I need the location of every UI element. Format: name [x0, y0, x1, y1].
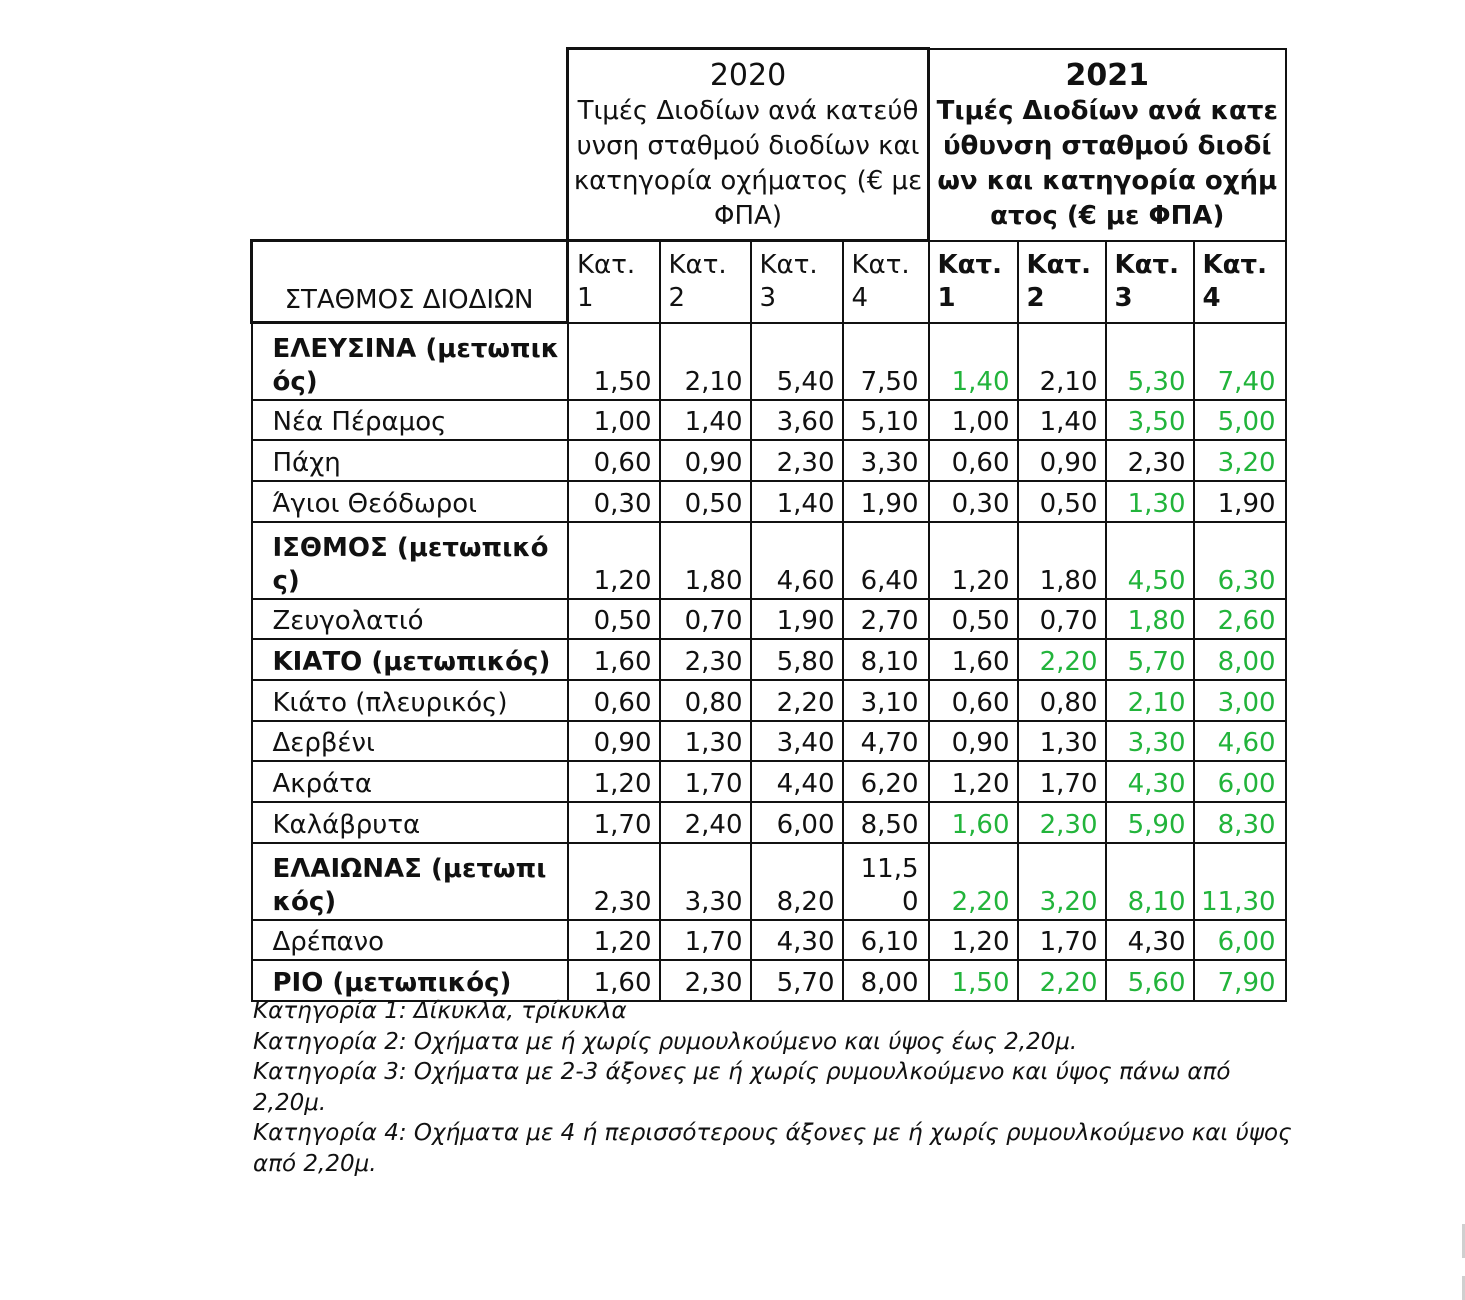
note-category-3: Κατηγορία 3: Οχήματα με 2-3 άξονες με ή χωρίς ρυμουλκούμενο και ύψος πάνω από 2,20μ.	[253, 1059, 1231, 1116]
price-2021-cat-3: 5,60	[1106, 960, 1194, 1001]
price-2021-cat-3: 5,90	[1106, 802, 1194, 843]
price-2020-cat-4: 5,10	[843, 400, 929, 441]
price-2021-cat-1: 1,20	[929, 920, 1018, 961]
price-2020-cat-1: 1,50	[568, 323, 660, 400]
station-name: Νέα Πέραμος	[252, 400, 568, 441]
table-row	[252, 522, 1286, 599]
price-2020-cat-1: 1,70	[568, 802, 660, 843]
table-row	[252, 599, 1286, 640]
price-2021-cat-2: 2,20	[1018, 960, 1106, 1001]
price-2020-cat-3: 2,30	[751, 440, 843, 481]
price-2020-cat-2: 2,30	[660, 639, 751, 680]
price-2021-cat-2: 2,30	[1018, 802, 1106, 843]
station-name: Δερβένι	[252, 721, 568, 762]
year-header-row	[252, 49, 1286, 241]
price-2021-cat-4: 7,90	[1194, 960, 1286, 1001]
price-2020-cat-4: 1,90	[843, 481, 929, 522]
year-2020-description: Τιμές Διοδίων ανά κατεύθυνση σταθμού διοδίων και κατηγορία οχήματος (€ με ΦΠΑ)	[573, 95, 923, 231]
price-2020-cat-3: 3,40	[751, 721, 843, 762]
price-2020-cat-3: 8,20	[751, 843, 843, 920]
price-2020-cat-2: 1,40	[660, 400, 751, 441]
price-2020-cat-1: 1,60	[568, 639, 660, 680]
price-2020-cat-1: 0,90	[568, 721, 660, 762]
price-2021-cat-2: 1,70	[1018, 920, 1106, 961]
price-2021-cat-2: 3,20	[1018, 843, 1106, 920]
price-2020-cat-1: 0,60	[568, 440, 660, 481]
price-2021-cat-3: 1,80	[1106, 599, 1194, 640]
price-2021-cat-4: 8,30	[1194, 802, 1286, 843]
price-2021-cat-1: 2,20	[929, 843, 1018, 920]
price-2021-cat-2: 2,10	[1018, 323, 1106, 400]
price-2020-cat-4: 3,10	[843, 680, 929, 721]
price-2021-cat-2: 1,40	[1018, 400, 1106, 441]
price-2020-cat-3: 3,60	[751, 400, 843, 441]
price-2020-cat-2: 2,30	[660, 960, 751, 1001]
price-2021-cat-2: 0,90	[1018, 440, 1106, 481]
year-2021-description: Τιμές Διοδίων ανά κατεύθυνση σταθμού διοδίων και κατηγορία οχήματος (€ με ΦΠΑ)	[936, 95, 1278, 231]
table-row	[252, 920, 1286, 961]
note-category-1: Κατηγορία 1: Δίκυκλα, τρίκυκλα	[253, 998, 627, 1024]
toll-prices-table	[250, 47, 1287, 1002]
price-2021-cat-1: 0,50	[929, 599, 1018, 640]
price-2021-cat-3: 4,50	[1106, 522, 1194, 599]
category-header-2021-2: Κατ. 2	[1018, 241, 1106, 323]
price-2021-cat-4: 1,90	[1194, 481, 1286, 522]
price-2020-cat-2: 0,70	[660, 599, 751, 640]
category-notes	[253, 996, 1293, 1179]
price-2021-cat-3: 2,30	[1106, 440, 1194, 481]
price-2021-cat-1: 1,40	[929, 323, 1018, 400]
price-2020-cat-1: 1,00	[568, 400, 660, 441]
price-2020-cat-4: 11,50	[843, 843, 929, 920]
station-name: Κιάτο (πλευρικός)	[252, 680, 568, 721]
price-2020-cat-2: 1,30	[660, 721, 751, 762]
station-name: ΡΙΟ (μετωπικός)	[252, 960, 568, 1001]
price-2021-cat-4: 6,30	[1194, 522, 1286, 599]
table-row	[252, 323, 1286, 400]
price-2021-cat-2: 0,70	[1018, 599, 1106, 640]
price-2020-cat-3: 4,60	[751, 522, 843, 599]
price-2021-cat-4: 5,00	[1194, 400, 1286, 441]
price-2021-cat-3: 2,10	[1106, 680, 1194, 721]
price-2020-cat-3: 4,30	[751, 920, 843, 961]
price-2020-cat-4: 6,20	[843, 761, 929, 802]
price-2020-cat-3: 5,80	[751, 639, 843, 680]
year-2021-header	[929, 49, 1286, 241]
price-2020-cat-4: 8,00	[843, 960, 929, 1001]
price-2021-cat-4: 4,60	[1194, 721, 1286, 762]
price-2021-cat-4: 6,00	[1194, 761, 1286, 802]
station-name: Πάχη	[252, 440, 568, 481]
note-category-4: Κατηγορία 4: Οχήματα με 4 ή περισσότερους άξονες με ή χωρίς ρυμουλκούμενο και ύψος από 2,20μ.	[253, 1120, 1292, 1177]
price-2020-cat-2: 2,40	[660, 802, 751, 843]
price-2021-cat-3: 3,30	[1106, 721, 1194, 762]
category-header-2020-3: Κατ. 3	[751, 241, 843, 323]
price-2021-cat-4: 3,20	[1194, 440, 1286, 481]
category-header-2020-2: Κατ. 2	[660, 241, 751, 323]
price-2021-cat-2: 2,20	[1018, 639, 1106, 680]
price-2021-cat-4: 6,00	[1194, 920, 1286, 961]
category-header-2021-3: Κατ. 3	[1106, 241, 1194, 323]
price-2020-cat-4: 3,30	[843, 440, 929, 481]
price-2020-cat-4: 4,70	[843, 721, 929, 762]
price-2020-cat-2: 2,10	[660, 323, 751, 400]
price-2020-cat-2: 1,80	[660, 522, 751, 599]
price-2020-cat-1: 0,60	[568, 680, 660, 721]
table-row	[252, 400, 1286, 441]
category-header-2020-4: Κατ. 4	[843, 241, 929, 323]
price-2021-cat-2: 1,70	[1018, 761, 1106, 802]
price-2021-cat-1: 0,60	[929, 680, 1018, 721]
price-2021-cat-1: 0,60	[929, 440, 1018, 481]
station-name: ΙΣΘΜΟΣ (μετωπικός)	[252, 522, 568, 599]
price-2020-cat-4: 6,10	[843, 920, 929, 961]
station-name: Δρέπανο	[252, 920, 568, 961]
station-name: Καλάβρυτα	[252, 802, 568, 843]
price-2021-cat-1: 1,20	[929, 761, 1018, 802]
price-2021-cat-4: 8,00	[1194, 639, 1286, 680]
table-row	[252, 639, 1286, 680]
category-header-row	[252, 241, 1286, 323]
year-2021-label: 2021	[1065, 57, 1150, 93]
price-2020-cat-2: 3,30	[660, 843, 751, 920]
station-name: Ζευγολατιό	[252, 599, 568, 640]
price-2020-cat-2: 0,90	[660, 440, 751, 481]
price-2021-cat-1: 1,20	[929, 522, 1018, 599]
table-row	[252, 440, 1286, 481]
price-2020-cat-4: 7,50	[843, 323, 929, 400]
price-2020-cat-3: 1,40	[751, 481, 843, 522]
station-name: Ακράτα	[252, 761, 568, 802]
price-2020-cat-4: 2,70	[843, 599, 929, 640]
table-row	[252, 960, 1286, 1001]
price-2020-cat-2: 1,70	[660, 920, 751, 961]
price-2020-cat-1: 1,20	[568, 761, 660, 802]
price-2021-cat-1: 0,90	[929, 721, 1018, 762]
price-2021-cat-1: 1,60	[929, 639, 1018, 680]
price-2020-cat-3: 5,40	[751, 323, 843, 400]
price-2020-cat-3: 4,40	[751, 761, 843, 802]
station-name: Άγιοι Θεόδωροι	[252, 481, 568, 522]
price-2021-cat-3: 5,30	[1106, 323, 1194, 400]
price-2020-cat-2: 0,50	[660, 481, 751, 522]
price-2021-cat-4: 11,30	[1194, 843, 1286, 920]
toll-table-body	[252, 323, 1286, 1002]
price-2020-cat-4: 6,40	[843, 522, 929, 599]
price-2020-cat-3: 6,00	[751, 802, 843, 843]
price-2020-cat-1: 0,30	[568, 481, 660, 522]
price-2021-cat-3: 4,30	[1106, 761, 1194, 802]
price-2021-cat-2: 1,30	[1018, 721, 1106, 762]
price-2021-cat-1: 1,50	[929, 960, 1018, 1001]
year-2020-label: 2020	[709, 57, 787, 93]
price-2020-cat-4: 8,10	[843, 639, 929, 680]
table-row	[252, 481, 1286, 522]
table-row	[252, 802, 1286, 843]
price-2021-cat-2: 1,80	[1018, 522, 1106, 599]
blank-corner	[252, 49, 568, 241]
year-2020-header	[568, 49, 929, 241]
price-2020-cat-2: 0,80	[660, 680, 751, 721]
station-name: ΕΛΕΥΣΙΝΑ (μετωπικός)	[252, 323, 568, 400]
price-2021-cat-4: 2,60	[1194, 599, 1286, 640]
price-2021-cat-4: 7,40	[1194, 323, 1286, 400]
price-2020-cat-1: 1,20	[568, 920, 660, 961]
table-row	[252, 843, 1286, 920]
category-header-2020-1: Κατ. 1	[568, 241, 660, 323]
price-2021-cat-2: 0,80	[1018, 680, 1106, 721]
note-category-2: Κατηγορία 2: Οχήματα με ή χωρίς ρυμουλκούμενο και ύψος έως 2,20μ.	[253, 1028, 1078, 1055]
price-2021-cat-1: 0,30	[929, 481, 1018, 522]
price-2020-cat-1: 0,50	[568, 599, 660, 640]
price-2020-cat-1: 2,30	[568, 843, 660, 920]
table-row	[252, 680, 1286, 721]
price-2021-cat-3: 1,30	[1106, 481, 1194, 522]
price-2020-cat-1: 1,20	[568, 522, 660, 599]
price-2021-cat-3: 8,10	[1106, 843, 1194, 920]
table-row	[252, 761, 1286, 802]
price-2021-cat-3: 4,30	[1106, 920, 1194, 961]
price-2021-cat-1: 1,00	[929, 400, 1018, 441]
station-name: ΚΙΑΤΟ (μετωπικός)	[252, 639, 568, 680]
price-2020-cat-1: 1,60	[568, 960, 660, 1001]
station-name: ΕΛΑΙΩΝΑΣ (μετωπικός)	[252, 843, 568, 920]
category-header-2021-1: Κατ. 1	[929, 241, 1018, 323]
price-2020-cat-3: 2,20	[751, 680, 843, 721]
station-column-header: ΣΤΑΘΜΟΣ ΔΙΟΔΙΩΝ	[252, 241, 568, 323]
price-2020-cat-2: 1,70	[660, 761, 751, 802]
price-2020-cat-3: 1,90	[751, 599, 843, 640]
price-2021-cat-3: 3,50	[1106, 400, 1194, 441]
price-2021-cat-2: 0,50	[1018, 481, 1106, 522]
price-2021-cat-3: 5,70	[1106, 639, 1194, 680]
category-header-2021-4: Κατ. 4	[1194, 241, 1286, 323]
price-2020-cat-3: 5,70	[751, 960, 843, 1001]
price-2021-cat-4: 3,00	[1194, 680, 1286, 721]
price-2020-cat-4: 8,50	[843, 802, 929, 843]
price-2021-cat-1: 1,60	[929, 802, 1018, 843]
table-row	[252, 721, 1286, 762]
